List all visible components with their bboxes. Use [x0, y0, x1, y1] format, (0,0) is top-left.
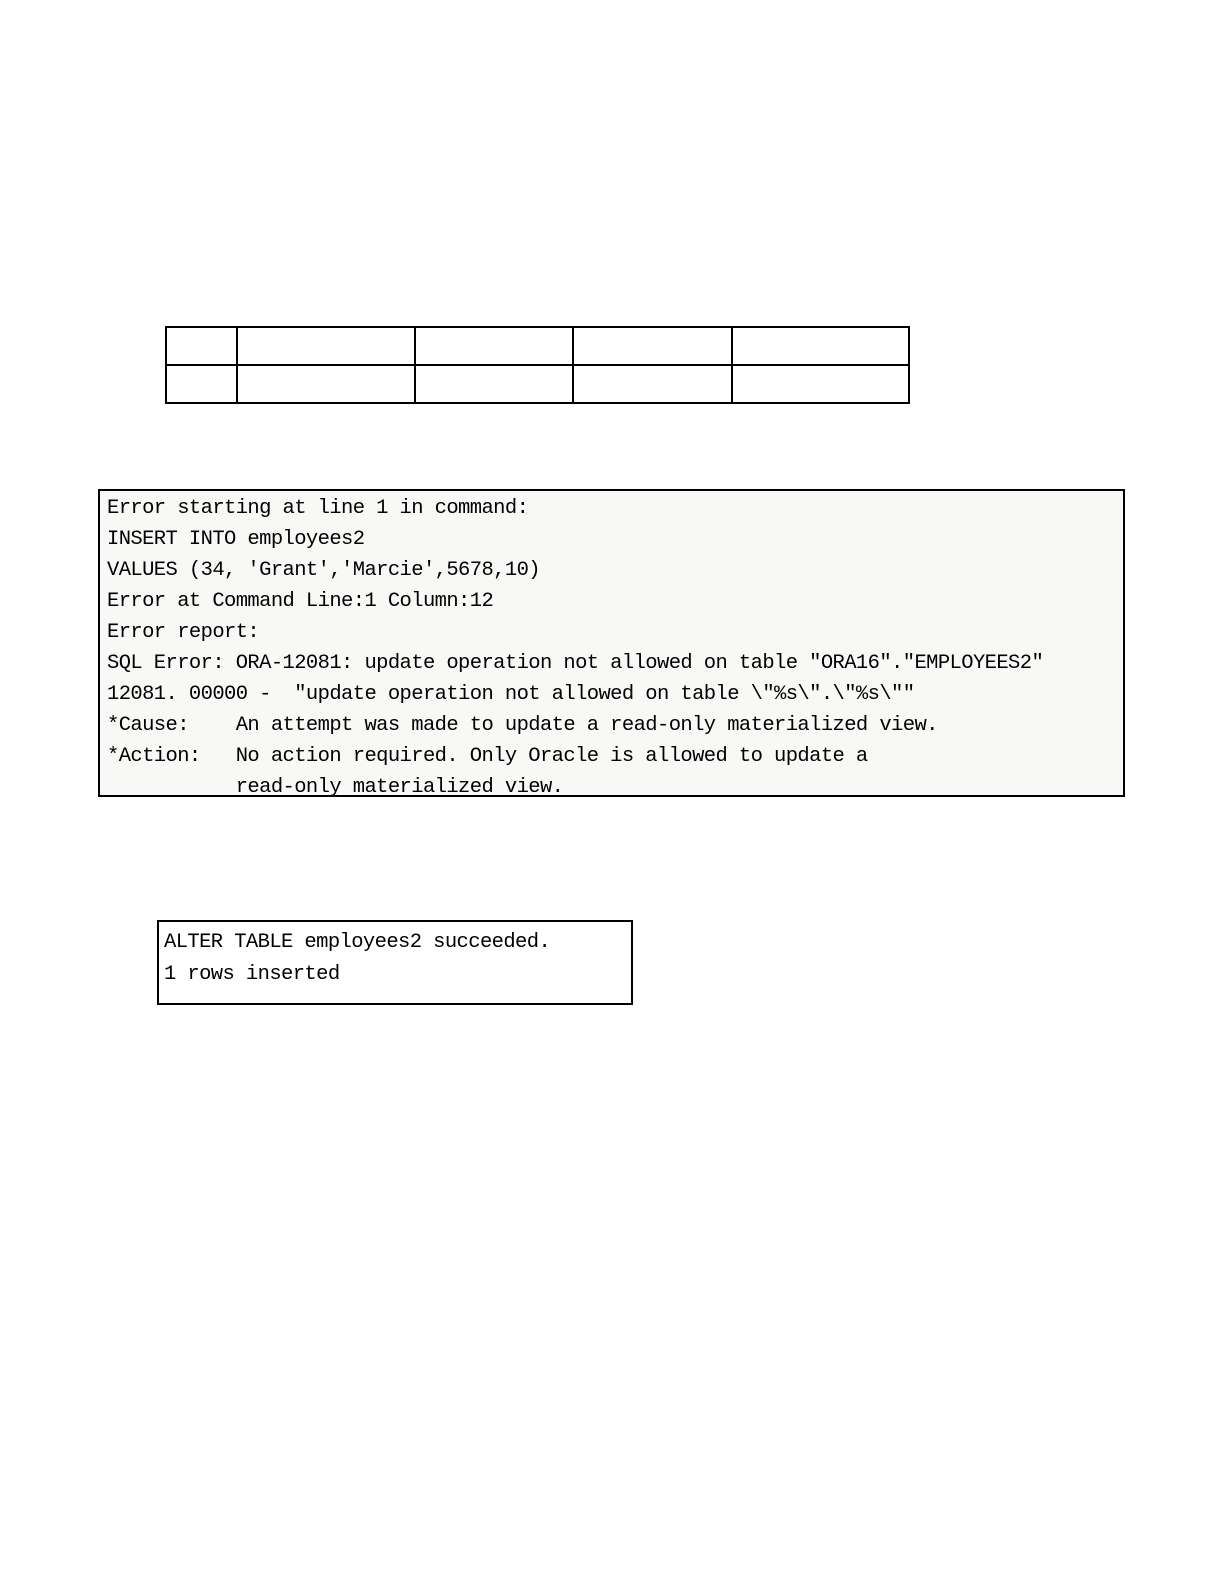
table-cell — [415, 365, 573, 403]
output-line: VALUES (34, 'Grant','Marcie',5678,10) — [107, 559, 540, 582]
output-line: INSERT INTO employees2 — [107, 528, 365, 551]
table-cell — [166, 327, 237, 365]
table-cell — [166, 365, 237, 403]
output-line: *Action: No action required. Only Oracle is allowed to update a — [107, 745, 868, 768]
output-line: 12081. 00000 - "update operation not allowed on table \"%s\".\"%s\"" — [107, 683, 915, 706]
error-output-panel — [98, 489, 1125, 797]
output-line: Error starting at line 1 in command: — [107, 497, 529, 520]
table-cell — [732, 327, 909, 365]
table-cell — [415, 327, 573, 365]
success-output-panel — [157, 920, 633, 1005]
table-cell — [573, 327, 732, 365]
output-line: *Cause: An attempt was made to update a read-only materialized view. — [107, 714, 938, 737]
output-line: read-only materialized view. — [107, 776, 564, 797]
output-line: ALTER TABLE employees2 succeeded. — [164, 931, 551, 954]
table-cell — [732, 365, 909, 403]
table-cell — [573, 365, 732, 403]
output-line: 1 rows inserted — [164, 963, 340, 986]
table-cell — [237, 365, 415, 403]
empty-grid-table — [165, 326, 910, 404]
table-cell — [237, 327, 415, 365]
table-row — [166, 327, 909, 365]
table-row — [166, 365, 909, 403]
output-line: Error report: — [107, 621, 260, 644]
output-line: SQL Error: ORA-12081: update operation not allowed on table "ORA16"."EMPLOYEES2" — [107, 652, 1044, 675]
output-line: Error at Command Line:1 Column:12 — [107, 590, 494, 613]
